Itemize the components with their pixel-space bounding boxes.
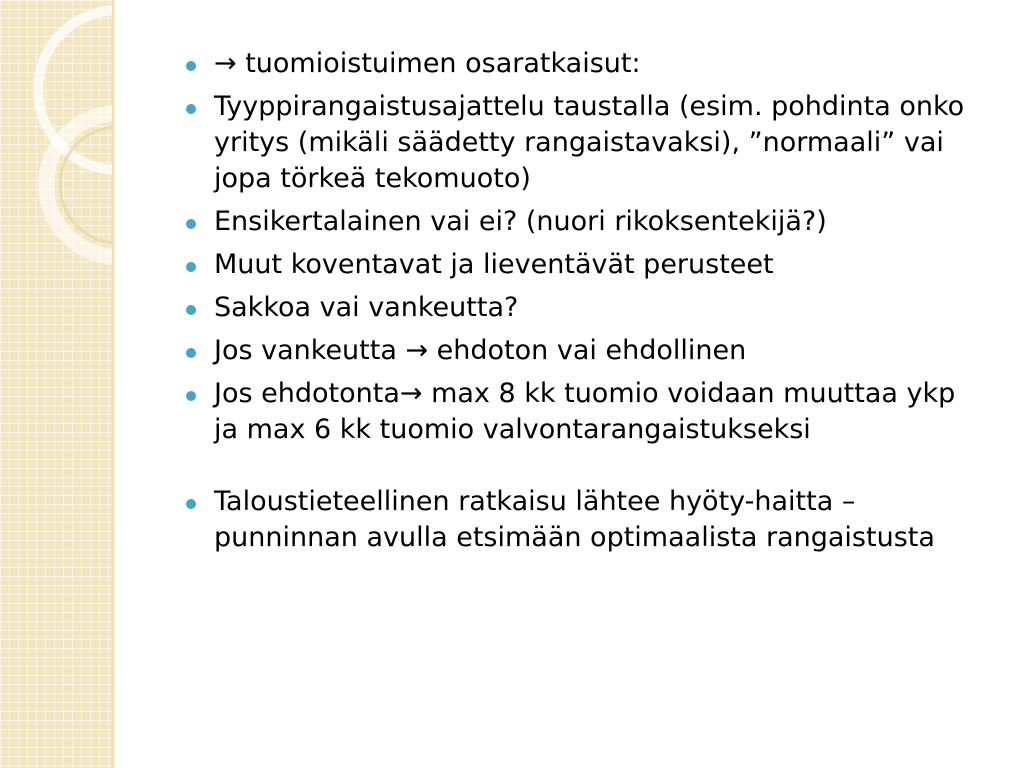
bullet-item <box>186 204 986 240</box>
decorative-rings <box>0 0 112 768</box>
bullet-text-pre: Jos vankeutta <box>214 335 406 366</box>
bullet-text-post: max 8 kk tuomio voidaan muuttaa ykp ja max 6 kk tuomio valvontarangaistukseksi <box>214 378 956 445</box>
bullet-list <box>186 46 986 556</box>
bullet-item <box>186 333 986 369</box>
bullet-text-pre: Jos ehdotonta <box>214 378 400 409</box>
decorative-side-band <box>0 0 112 768</box>
bullet-text-pre: Tyyppirangaistusajattelu taustalla (esim. pohdinta onko yritys (mikäli säädetty rangaistavaksi), ”normaali” vai jopa törkeä tekomuoto) <box>214 91 965 194</box>
right-arrow-icon: → <box>214 48 237 79</box>
slide-content <box>186 46 986 563</box>
bullet-text-pre: Taloustieteellinen ratkaisu lähtee hyöty-haitta –punninnan avulla etsimään optimaalista rangaistusta <box>214 486 935 553</box>
bullet-dot-icon <box>186 305 196 315</box>
bullet-text-post: ehdoton vai ehdollinen <box>428 335 747 366</box>
decorative-ring-middle <box>46 113 112 257</box>
bullet-item <box>186 290 986 326</box>
right-arrow-icon: → <box>399 378 423 409</box>
side-band-edge <box>112 0 115 768</box>
bullet-dot-icon <box>186 104 196 114</box>
bullet-dot-icon <box>186 61 196 71</box>
bullet-text-pre: Sakkoa vai vankeutta? <box>214 292 519 323</box>
bullet-dot-icon <box>186 348 196 358</box>
bullet-item <box>186 247 986 283</box>
bullet-item <box>186 89 986 197</box>
bullet-text-pre: Ensikertalainen vai ei? (nuori rikoksentekijä?) <box>214 206 827 237</box>
bullet-dot-icon <box>186 219 196 229</box>
bullet-item <box>186 376 986 448</box>
bullet-item <box>186 484 986 556</box>
bullet-dot-icon <box>186 262 196 272</box>
bullet-text-pre: Muut koventavat ja lieventävät perusteet <box>214 249 774 280</box>
bullet-text-post: tuomioistuimen osaratkaisut: <box>236 48 641 79</box>
bullet-item <box>186 46 986 82</box>
bullet-dot-icon <box>186 499 196 509</box>
bullet-dot-icon <box>186 391 196 401</box>
right-arrow-icon: → <box>405 335 429 366</box>
